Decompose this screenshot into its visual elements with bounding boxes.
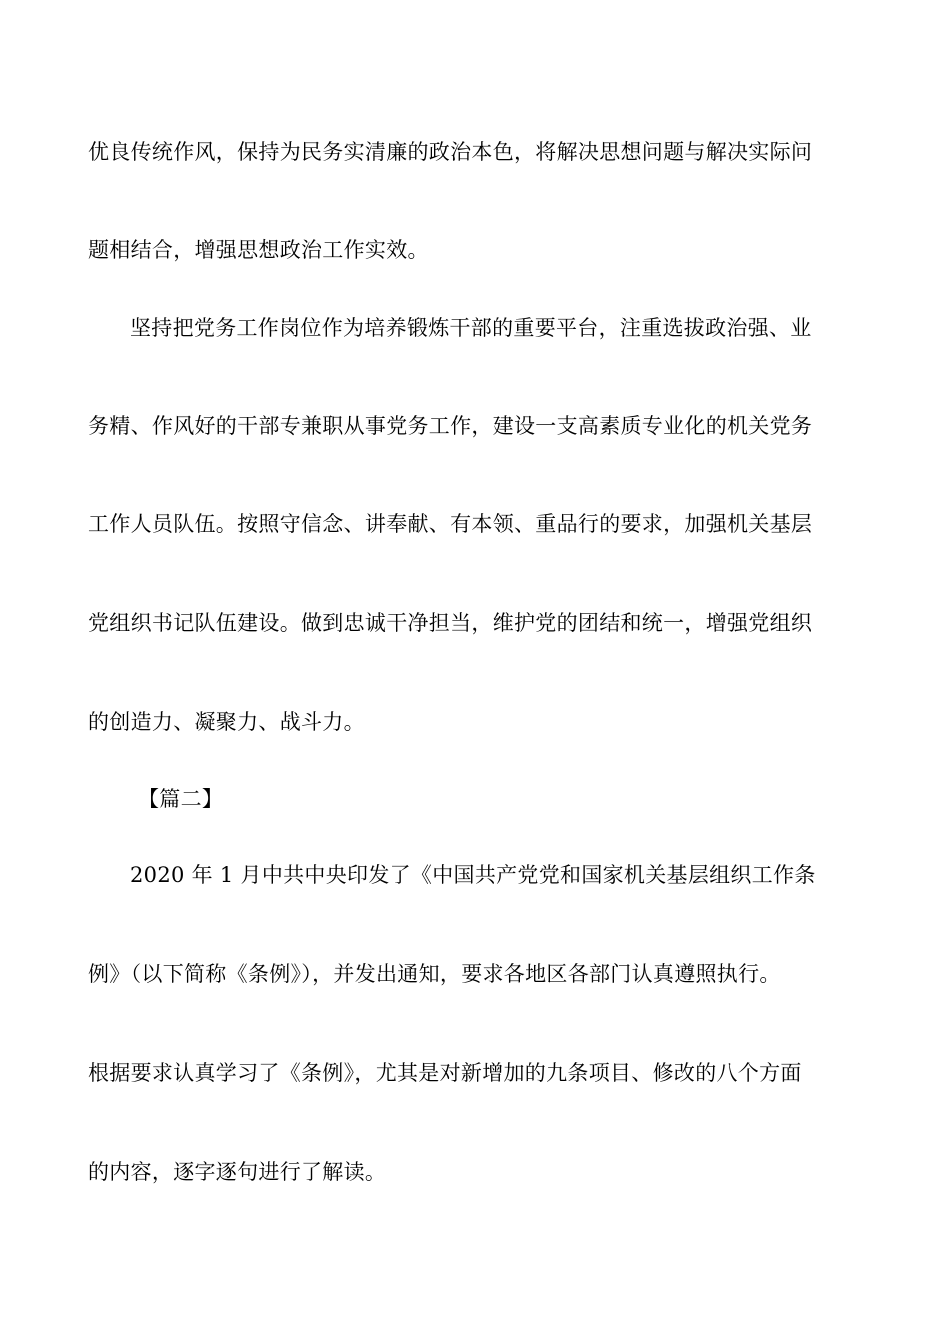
text-line: 务精、作风好的干部专兼职从事党务工作，建设一支高素质专业化的机关党务	[88, 414, 813, 438]
text-line: 坚持把党务工作岗位作为培养锻炼干部的重要平台，注重选拔政治强、业	[130, 316, 812, 340]
text-line: 例》（以下简称《条例》），并发出通知，要求各地区各部门认真遵照执行。	[88, 962, 781, 986]
text-line: 的内容，逐字逐句进行了解读。	[88, 1160, 387, 1184]
text-line: 工作人员队伍。按照守信念、讲奉献、有本领、重品行的要求，加强机关基层	[88, 512, 813, 536]
text-line: 2020 年 1 月中共中央印发了《中国共产党党和国家机关基层组织工作条	[130, 863, 816, 887]
text-line: 根据要求认真学习了《条例》，尤其是对新增加的九条项目、修改的八个方面	[88, 1061, 802, 1085]
section-heading: 【篇二】	[138, 787, 224, 811]
text-line: 的创造力、凝聚力、战斗力。	[88, 710, 365, 734]
text-line: 党组织书记队伍建设。做到忠诚干净担当，维护党的团结和统一，增强党组织	[88, 611, 813, 635]
text-line: 题相结合，增强思想政治工作实效。	[88, 238, 429, 262]
text-line: 优良传统作风，保持为民务实清廉的政治本色，将解决思想问题与解决实际问	[88, 140, 813, 164]
